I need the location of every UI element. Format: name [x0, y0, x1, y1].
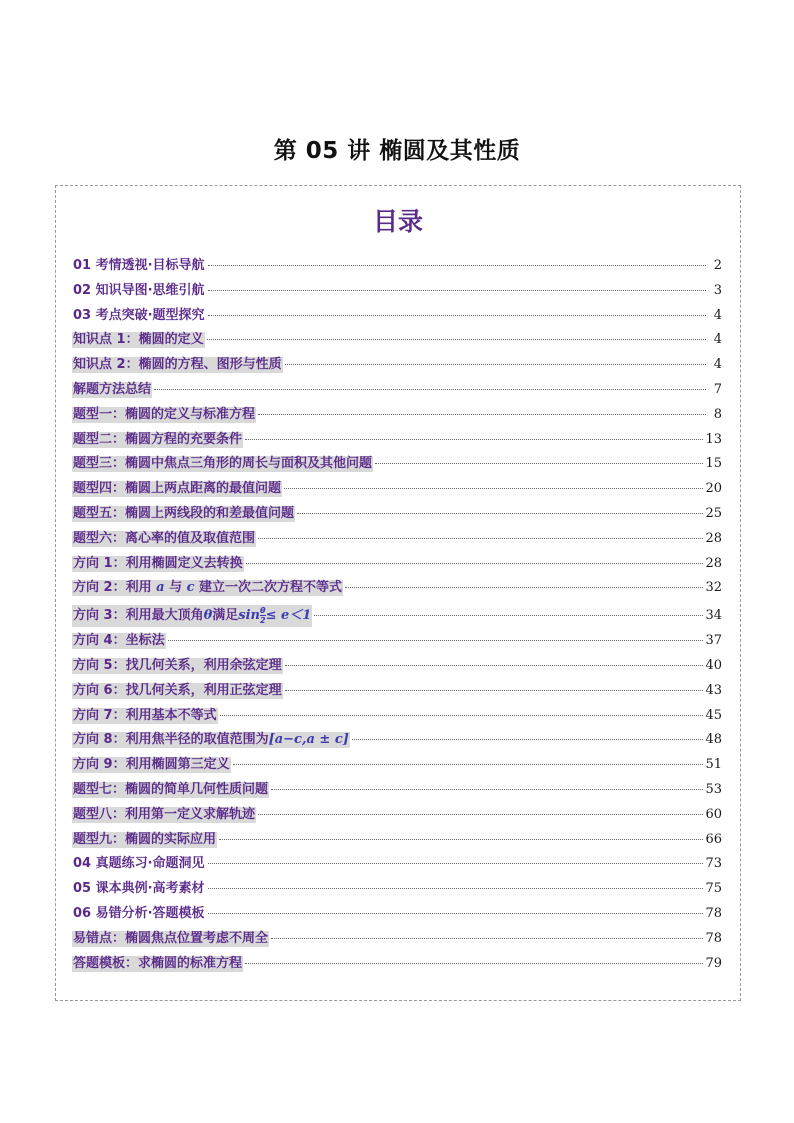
toc-entry[interactable] [72, 308, 722, 324]
toc-entry[interactable] [72, 658, 722, 674]
toc-entry-label [72, 580, 343, 596]
toc-entry-label: 知识点 1：椭圆的定义 [73, 332, 204, 348]
toc-page-number: 13 [705, 431, 722, 447]
toc-entry-label: 02 知识导图·思维引航 [73, 282, 205, 298]
toc-entry[interactable] [72, 931, 722, 947]
table-of-contents [55, 185, 741, 1001]
dot-leader [219, 839, 703, 840]
toc-entry[interactable] [72, 432, 722, 448]
toc-heading: 目录 [372, 207, 423, 236]
toc-page-number: 15 [705, 456, 722, 472]
toc-entry-label: 题型二：椭圆方程的充要条件 [73, 431, 243, 447]
toc-entry[interactable] [72, 382, 722, 398]
dot-leader [271, 789, 703, 790]
toc-page-number: 7 [713, 381, 722, 397]
toc-entry-label: 方向 4：坐标法 [73, 633, 165, 649]
toc-entry[interactable] [72, 580, 722, 596]
dot-leader [258, 538, 703, 539]
math-expression: a [156, 580, 165, 596]
toc-page-number: 60 [705, 806, 722, 822]
dot-leader [154, 389, 706, 390]
toc-entry[interactable] [72, 956, 722, 972]
toc-page-number: 28 [705, 555, 722, 571]
toc-entry-label: 解题方法总结 [73, 381, 152, 397]
toc-page-number: 48 [705, 732, 722, 748]
toc-entry-label: 方向 5：找几何关系，利用余弦定理 [73, 657, 282, 673]
dot-leader [245, 439, 703, 440]
math-expression: θ [203, 608, 213, 624]
toc-page-number: 8 [713, 406, 722, 422]
toc-entry-label: 05 课本典例·高考素材 [73, 881, 205, 897]
dot-leader [258, 414, 706, 415]
toc-entry[interactable] [72, 605, 722, 627]
toc-page-number: 53 [705, 781, 722, 797]
toc-entry-label: 知识点 2：椭圆的方程、图形与性质 [73, 357, 282, 373]
toc-page-number: 73 [705, 856, 722, 872]
document-title: 第 05 讲 椭圆及其性质 [273, 138, 521, 164]
dot-leader [208, 913, 704, 914]
dot-leader [314, 615, 703, 616]
toc-entry-label: 题型九：椭圆的实际应用 [73, 831, 217, 847]
toc-entry[interactable] [72, 456, 722, 472]
dot-leader [284, 488, 703, 489]
toc-page-number: 51 [705, 757, 722, 773]
toc-page-number: 3 [713, 282, 722, 298]
toc-entry-text: 满足 [212, 608, 239, 624]
toc-entry[interactable] [72, 782, 722, 798]
toc-entry-label: 题型七：椭圆的简单几何性质问题 [73, 781, 269, 797]
toc-entry-label: 答题模板：求椭圆的标准方程 [73, 955, 243, 971]
dot-leader [208, 888, 704, 889]
math-expression: [a−c,a ± c] [268, 732, 349, 748]
dot-leader [375, 463, 703, 464]
toc-entry-label: 题型六：离心率的值及取值范围 [73, 530, 256, 546]
toc-entry[interactable] [72, 258, 722, 274]
toc-entry-label: 方向 6：找几何关系，利用正弦定理 [73, 682, 282, 698]
toc-page-number: 28 [705, 530, 722, 546]
toc-entry[interactable] [72, 506, 722, 522]
toc-entry[interactable] [72, 357, 722, 373]
toc-page-number: 43 [705, 682, 722, 698]
dot-leader [345, 587, 703, 588]
toc-entry-label: 题型三：椭圆中焦点三角形的周长与面积及其他问题 [73, 456, 373, 472]
toc-entry-label: 方向 1：利用椭圆定义去转换 [73, 555, 243, 571]
dot-leader [285, 364, 706, 365]
dot-leader [168, 640, 704, 641]
toc-entry[interactable] [72, 481, 722, 497]
toc-entry-label: 题型五：椭圆上两线段的和差最值问题 [73, 505, 295, 521]
toc-entry-label: 01 考情透视·目标导航 [73, 258, 205, 273]
toc-page-number: 66 [705, 831, 722, 847]
toc-page-number: 78 [705, 905, 722, 921]
toc-entry-text: 建立一次二次方程不等式 [194, 580, 343, 596]
toc-entry[interactable] [72, 332, 722, 348]
toc-entry-label: 06 易错分析·答题模板 [73, 905, 205, 921]
toc-entry[interactable] [72, 683, 722, 699]
toc-list [72, 258, 722, 980]
dot-leader [271, 938, 703, 939]
toc-page-number: 4 [713, 307, 722, 323]
toc-page-number: 79 [705, 955, 722, 971]
toc-entry[interactable] [72, 407, 722, 423]
dot-leader [208, 290, 706, 291]
toc-entry[interactable] [72, 633, 722, 649]
toc-entry-text: 方向 2：利用 [73, 580, 157, 596]
dot-leader [285, 690, 704, 691]
dot-leader [245, 963, 703, 964]
math-expression: c [186, 580, 195, 596]
toc-entry-label: 题型八：利用第一定义求解轨迹 [73, 806, 256, 822]
toc-entry[interactable] [72, 732, 722, 748]
fraction-denominator: 2 [259, 616, 266, 626]
toc-entry-label: 易错点：椭圆焦点位置考虑不周全 [73, 930, 269, 946]
toc-entry[interactable] [72, 283, 722, 299]
toc-entry-label: 题型一：椭圆的定义与标准方程 [73, 406, 256, 422]
dot-leader [207, 339, 706, 340]
dot-leader [208, 863, 704, 864]
toc-entry-label [72, 732, 350, 748]
fraction-numerator: θ [260, 606, 266, 616]
dot-leader [258, 814, 703, 815]
math-expression: ≤ e＜1 [265, 608, 312, 624]
toc-entry[interactable] [72, 832, 722, 848]
dot-leader [208, 315, 706, 316]
toc-page-number: 20 [705, 481, 722, 497]
dot-leader [233, 764, 704, 765]
toc-entry[interactable] [72, 531, 722, 547]
toc-page-number: 34 [705, 608, 722, 624]
toc-page-number: 4 [713, 332, 722, 348]
toc-page-number: 75 [705, 881, 722, 897]
toc-entry-text: 方向 3：利用最大顶角 [73, 608, 204, 624]
toc-entry[interactable] [72, 856, 722, 872]
toc-entry[interactable] [72, 807, 722, 823]
toc-entry-label: 题型四：椭圆上两点距离的最值问题 [73, 481, 282, 497]
dot-leader [297, 513, 703, 514]
math-expression: sin [238, 608, 260, 624]
dot-leader [208, 265, 706, 266]
toc-entry-label [72, 605, 312, 627]
toc-page-number: 78 [705, 930, 722, 946]
toc-page-number: 2 [713, 258, 722, 273]
toc-entry-label: 方向 9：利用椭圆第三定义 [73, 757, 230, 773]
toc-page-number: 4 [713, 357, 722, 373]
toc-page-number: 25 [705, 505, 722, 521]
toc-page-number: 37 [705, 633, 722, 649]
toc-page-number: 45 [705, 707, 722, 723]
toc-entry-label: 04 真题练习·命题洞见 [73, 856, 205, 872]
toc-entry[interactable] [72, 708, 722, 724]
toc-entry-text: 与 [164, 580, 187, 596]
toc-entry[interactable] [72, 906, 722, 922]
toc-entry-label: 方向 7：利用基本不等式 [73, 707, 217, 723]
toc-entry[interactable] [72, 881, 722, 897]
toc-entry-text: 方向 8：利用焦半径的取值范围为 [73, 732, 269, 748]
toc-page-number: 32 [705, 580, 722, 596]
toc-entry[interactable] [72, 757, 722, 773]
dot-leader [246, 563, 704, 564]
toc-entry-label: 03 考点突破·题型探究 [73, 307, 205, 323]
toc-entry[interactable] [72, 556, 722, 572]
dot-leader [220, 715, 704, 716]
toc-page-number: 40 [705, 657, 722, 673]
dot-leader [352, 739, 704, 740]
dot-leader [285, 665, 704, 666]
